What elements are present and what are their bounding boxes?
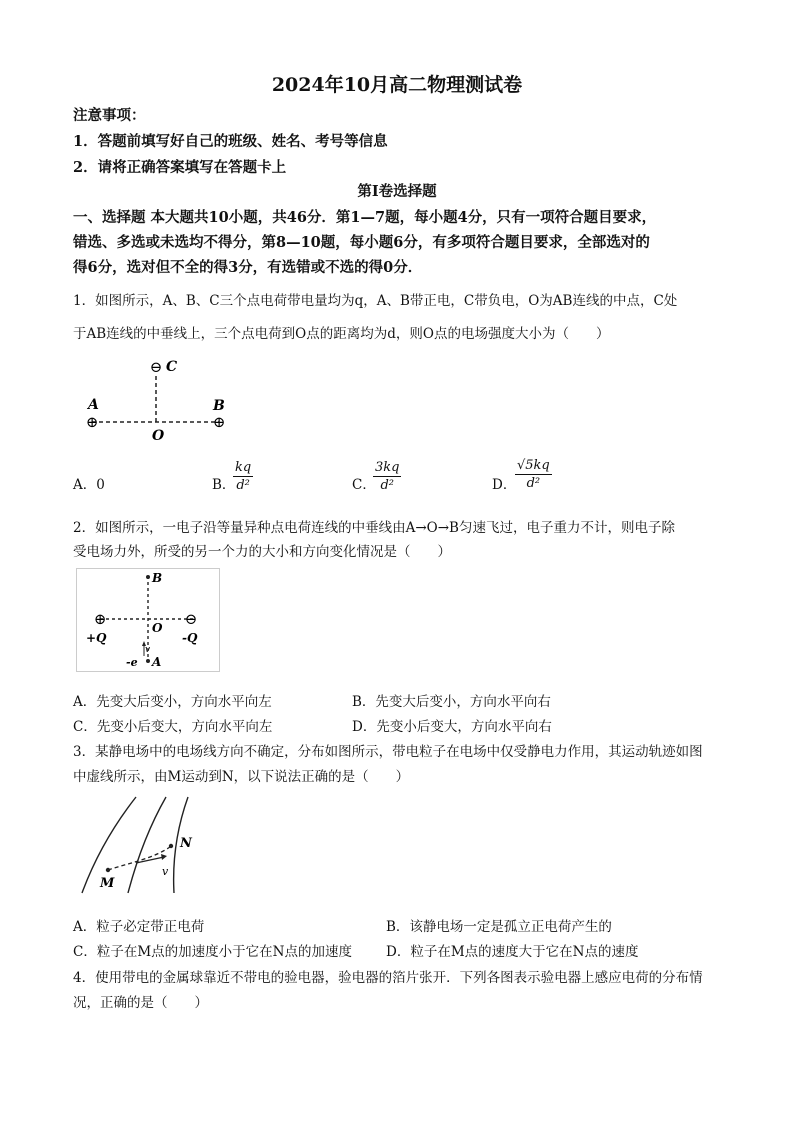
q2-point-b: [146, 575, 150, 579]
q2-label-o: O: [152, 621, 163, 635]
q1-label-o: O: [152, 428, 165, 444]
q1-option-c-prefix[interactable]: C．: [352, 477, 376, 493]
q3-label-m: M: [100, 876, 115, 891]
q1-option-b-numerator: kq: [235, 460, 252, 475]
q1-option-d-numerator: √5kq: [517, 458, 550, 473]
q3-option-a[interactable]: A．粒子必定带正电荷: [73, 919, 205, 935]
q3-option-d[interactable]: D．粒子在M点的速度大于它在N点的速度: [386, 944, 639, 960]
q1-charge-c-icon: ⊖: [149, 358, 163, 376]
q1-option-d-denominator: d²: [526, 476, 541, 491]
q3-label-v: v: [162, 865, 169, 878]
part-intro-line-1: 一、选择题 本大题共10小题，共46分．第1—7题，每小题4分，只有一项符合题目要求，: [73, 209, 657, 226]
q2-option-b[interactable]: B．先变大后变小，方向水平向右: [352, 694, 551, 710]
notice-heading: 注意事项：: [73, 107, 146, 124]
q1-label-a: A: [88, 397, 99, 413]
q3-point-m: [106, 868, 110, 872]
q3-velocity-arrow: [136, 857, 164, 863]
q2-option-a[interactable]: A．先变大后变小，方向水平向左: [73, 694, 272, 710]
q3-option-c[interactable]: C．粒子在M点的加速度小于它在N点的加速度: [73, 944, 352, 960]
q2-negative-charge-icon: ⊖: [184, 610, 198, 628]
q2-label-a: A: [152, 655, 162, 669]
q3-point-n: [169, 844, 173, 848]
q2-point-a: [146, 659, 150, 663]
q1-option-b-prefix[interactable]: B．: [212, 477, 236, 493]
q3-stem-line-2: 中虚线所示，由M运动到N，以下说法正确的是（ ）: [73, 769, 410, 785]
q2-label-neg: -Q: [182, 631, 198, 645]
q3-field-line-2: [128, 797, 166, 893]
q1-option-c-numerator: 3kq: [375, 460, 400, 475]
q3-figure: [74, 795, 204, 895]
q2-option-c[interactable]: C．先变小后变大，方向水平向左: [73, 719, 273, 735]
q3-label-n: N: [180, 836, 192, 851]
notice-item-1: 1．答题前填写好自己的班级、姓名、考号等信息: [73, 133, 388, 150]
q1-stem-line-2: 于AB连线的中垂线上，三个点电荷到O点的距离均为d，则O点的电场强度大小为（ ）: [73, 326, 610, 342]
q4-stem-line-1: 4．使用带电的金属球靠近不带电的验电器，验电器的箔片张开．下列各图表示验电器上感应电荷的分布情: [73, 970, 703, 986]
q1-option-a-value: 0: [96, 477, 105, 493]
q1-stem-line-1: 1．如图所示，A、B、C三个点电荷带电量均为q，A、B带正电，C带负电，O为AB连线的中点，C处: [73, 293, 678, 309]
notice-item-2: 2．请将正确答案填写在答题卡上: [73, 159, 287, 176]
part-intro-line-3: 得6分，选对但不全的得3分，有选错或不选的得0分．: [73, 259, 423, 276]
q1-option-b-fraction: [233, 460, 253, 493]
q1-option-d-fraction: [515, 458, 552, 491]
q2-option-d[interactable]: D．先变小后变大，方向水平向右: [352, 719, 552, 735]
q2-label-pos: +Q: [86, 631, 107, 645]
q1-option-c-fraction: [373, 460, 401, 493]
q3-velocity-arrowhead: [161, 854, 167, 860]
q2-stem-line-2: 受电场力外，所受的另一个力的大小和方向变化情况是（ ）: [73, 544, 451, 560]
page-title: 2024年10月高二物理测试卷: [271, 74, 523, 96]
q2-stem-line-1: 2．如图所示，一电子沿等量异种点电荷连线的中垂线由A→O→B匀速飞过，电子重力不计，则电子除: [73, 520, 675, 536]
q2-label-v: v: [145, 645, 151, 655]
q3-option-b[interactable]: B．该静电场一定是孤立正电荷产生的: [386, 919, 612, 935]
q1-option-c-denominator: d²: [380, 478, 395, 493]
q1-charge-b-icon: ⊕: [212, 413, 226, 431]
q2-label-e: -e: [126, 656, 138, 669]
q1-label-c: C: [166, 359, 178, 375]
q2-positive-charge-icon: ⊕: [93, 610, 107, 628]
q4-stem-line-2: 况，正确的是（ ）: [73, 995, 208, 1011]
q1-option-a[interactable]: [73, 473, 105, 493]
q2-label-b: B: [152, 571, 163, 585]
q2-figure: [76, 568, 221, 673]
q1-option-d-prefix[interactable]: D．: [492, 477, 517, 493]
q1-option-b-denominator: d²: [236, 478, 250, 493]
section-title: 第I卷选择题: [357, 183, 437, 200]
q1-option-a-prefix: A．: [73, 477, 97, 493]
q1-figure: [74, 352, 234, 447]
q1-label-b: B: [213, 398, 225, 414]
q1-charge-a-icon: ⊕: [85, 413, 99, 431]
part-intro-line-2: 错选、多选或未选均不得分，第8—10题，每小题6分，有多项符合题目要求，全部选对的: [73, 234, 650, 251]
q3-stem-line-1: 3．某静电场中的电场线方向不确定，分布如图所示，带电粒子在电场中仅受静电力作用，其运动轨迹如图: [73, 744, 703, 760]
